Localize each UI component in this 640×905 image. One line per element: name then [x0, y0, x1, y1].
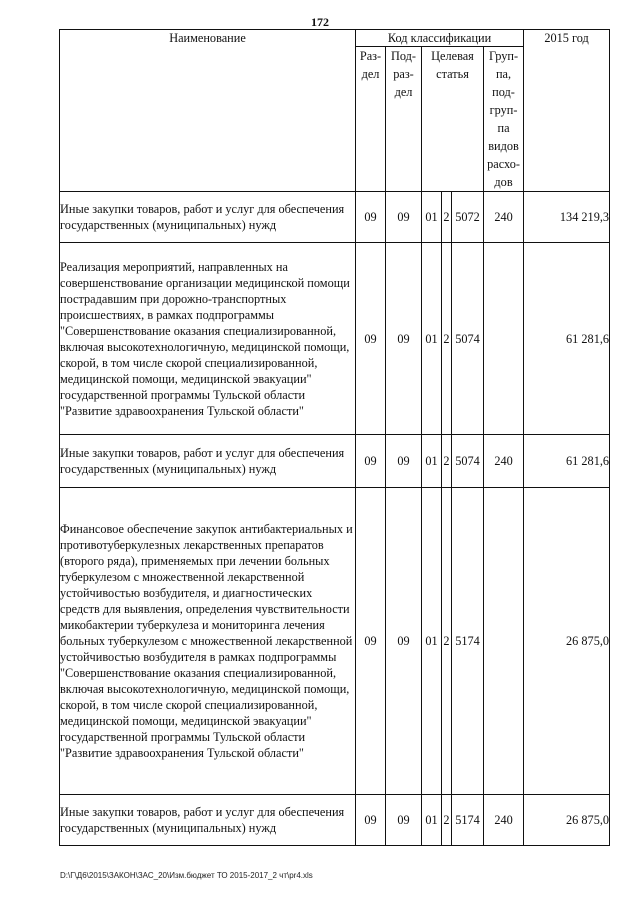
row-amount: 61 281,6 — [524, 243, 610, 435]
row-vr: 240 — [484, 795, 524, 846]
table-row — [60, 488, 610, 795]
page-number: 172 — [311, 15, 329, 29]
row-cs-program: 01 — [422, 795, 442, 846]
row-name: Финансовое обеспечение закупок антибактериальных и противотуберкулезных лекарственных препаратов (второго ряда), применяемых при лечении больных туберкулезом с множественной лекарственной устойчивостью возбудителя, и диагностических средств для выявления, определения чувствительности микобактерии туберкулеза и мониторинга лечения больных туберкулезом с множественной лекарственной устойчивостью возбудителя в рамках подпрограммы "Совершенствование оказания специализированной, включая высокотехнологичную, медицинской помощи, скорой, в том числе скорой специализированной, медицинской помощи, медицинской эвакуации" государственной программы Тульской области "Развитие здравоохранения Тульской области" — [60, 488, 356, 795]
row-podrazdel: 09 — [386, 243, 422, 435]
row-razdel: 09 — [356, 192, 386, 243]
row-cs-program: 01 — [422, 192, 442, 243]
row-cs-direction: 5174 — [452, 488, 484, 795]
header-row-1 — [60, 30, 610, 47]
header-podrazdel: Под- раз- дел — [386, 47, 422, 192]
table-row — [60, 795, 610, 846]
row-amount: 134 219,3 — [524, 192, 610, 243]
row-vr: 240 — [484, 192, 524, 243]
row-cs-subprogram: 2 — [442, 192, 452, 243]
row-razdel: 09 — [356, 488, 386, 795]
row-cs-direction: 5074 — [452, 435, 484, 488]
row-cs-subprogram: 2 — [442, 488, 452, 795]
header-celevaya: Целевая статья — [422, 47, 484, 192]
table-row — [60, 192, 610, 243]
row-amount: 26 875,0 — [524, 795, 610, 846]
row-razdel: 09 — [356, 795, 386, 846]
row-name: Иные закупки товаров, работ и услуг для обеспечения государственных (муниципальных) нужд — [60, 795, 356, 846]
row-cs-subprogram: 2 — [442, 795, 452, 846]
row-vr — [484, 488, 524, 795]
row-cs-program: 01 — [422, 435, 442, 488]
row-podrazdel: 09 — [386, 192, 422, 243]
row-cs-subprogram: 2 — [442, 435, 452, 488]
row-name: Реализация мероприятий, направленных на совершенствование организации медицинской помощи пострадавшим при дорожно-транспортных происшествиях, в рамках подпрограммы "Совершенствование оказания специализированной, включая высокотехнологичную, медицинской помощи, скорой, в том числе скорой специализированной, медицинской помощи, медицинской эвакуации" государственной программы Тульской области "Развитие здравоохранения Тульской области" — [60, 243, 356, 435]
row-podrazdel: 09 — [386, 795, 422, 846]
row-cs-direction: 5072 — [452, 192, 484, 243]
header-name: Наименование — [60, 30, 356, 192]
table-row — [60, 435, 610, 488]
header-razdel: Раз- дел — [356, 47, 386, 192]
header-code-group: Код классификации — [356, 30, 524, 47]
row-name: Иные закупки товаров, работ и услуг для обеспечения государственных (муниципальных) нужд — [60, 435, 356, 488]
row-cs-subprogram: 2 — [442, 243, 452, 435]
row-vr — [484, 243, 524, 435]
row-vr: 240 — [484, 435, 524, 488]
row-cs-program: 01 — [422, 488, 442, 795]
table-row — [60, 243, 610, 435]
row-amount: 26 875,0 — [524, 488, 610, 795]
budget-table — [59, 29, 610, 846]
header-year: 2015 год — [524, 30, 610, 192]
row-name: Иные закупки товаров, работ и услуг для обеспечения государственных (муниципальных) нужд — [60, 192, 356, 243]
row-razdel: 09 — [356, 435, 386, 488]
file-path-footer: D:\Г\Д6\2015\ЗАКОН\ЗАС_20\Изм.бюджет ТО 2015-2017_2 чт\pr4.xls — [60, 871, 313, 880]
row-cs-direction: 5074 — [452, 243, 484, 435]
header-gruppa: Груп- па, под- груп- па видов расхо- дов — [484, 47, 524, 192]
row-cs-direction: 5174 — [452, 795, 484, 846]
row-podrazdel: 09 — [386, 435, 422, 488]
row-amount: 61 281,6 — [524, 435, 610, 488]
row-razdel: 09 — [356, 243, 386, 435]
row-podrazdel: 09 — [386, 488, 422, 795]
row-cs-program: 01 — [422, 243, 442, 435]
